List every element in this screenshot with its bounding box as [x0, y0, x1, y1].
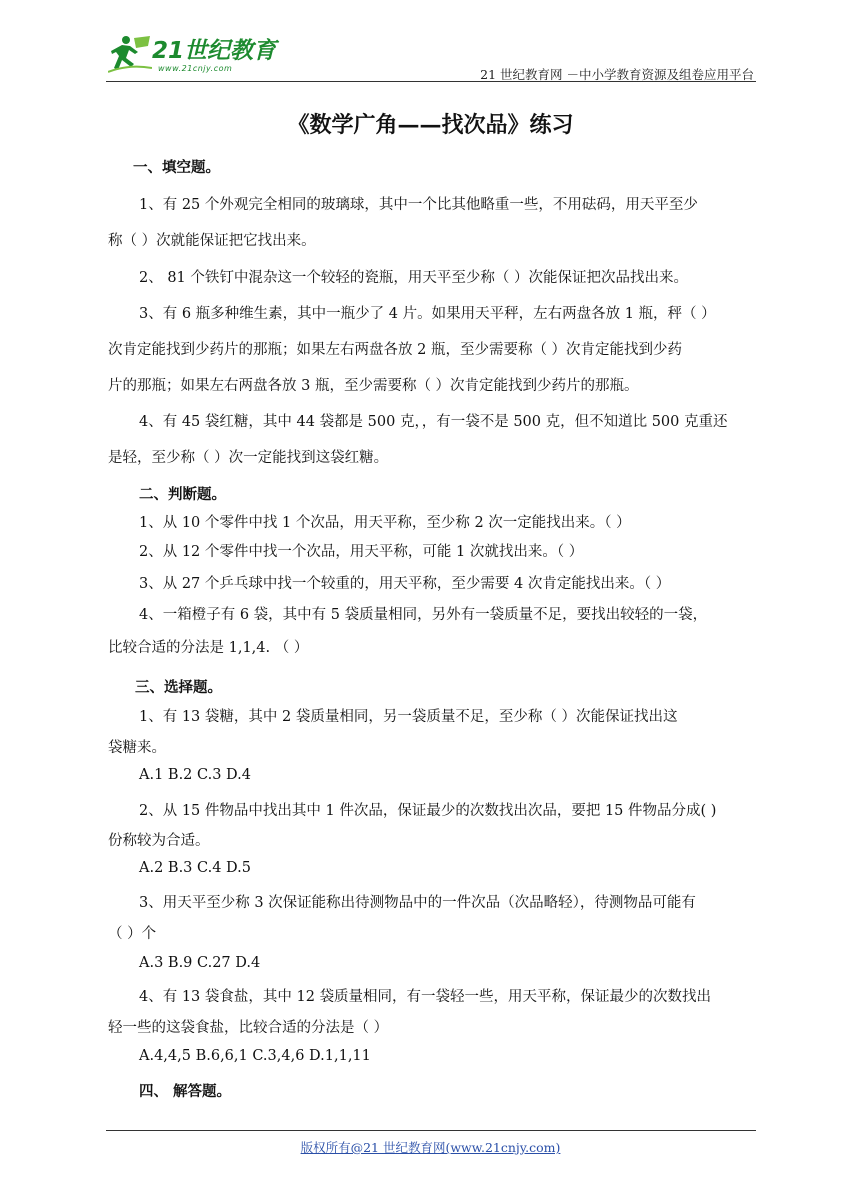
section-heading-multiple-choice: 三、选择题。	[135, 679, 222, 696]
question-line: 2、从 15 件物品中找出其中 1 件次品，保证最少的次数找出次品，要把 15 件物品分成( )	[139, 803, 717, 819]
header-divider	[106, 81, 756, 82]
question-line: 4、有 13 袋食盐，其中 12 袋质量相同，有一袋轻一些，用天平称，保证最少的次数找出	[139, 989, 712, 1005]
question-line: 称（ ）次就能保证把它找出来。	[108, 233, 316, 249]
question-line: 4、有 45 袋红糖，其中 44 袋都是 500 克，，有一袋不是 500 克，但不知道比 500 克重还	[139, 414, 728, 430]
question-line: 2、从 12 个零件中找一个次品，用天平称，可能 1 次就找出来。（ ）	[139, 544, 584, 560]
question-line: 轻一些的这袋食盐，比较合适的分法是（ ）	[108, 1020, 389, 1036]
logo-url: www.21cnjy.com	[158, 64, 233, 73]
question-line: 片的那瓶；如果左右两盘各放 3 瓶，至少需要称（ ）次肯定能找到少药片的那瓶。	[108, 378, 639, 394]
question-line: 份称较为合适。	[108, 833, 210, 849]
section-heading-fill-blank: 一、填空题。	[133, 159, 220, 176]
question-line: 1、有 13 袋糖，其中 2 袋质量相同，另一袋质量不足，至少称（ ）次能保证找出这	[139, 709, 678, 725]
header-tagline: 21 世纪教育网 －中小学教育资源及组卷应用平台	[480, 67, 754, 82]
logo	[106, 30, 296, 80]
footer-divider	[106, 1130, 756, 1131]
question-line: 比较合适的分法是 1,1,4. （ ）	[108, 640, 309, 656]
question-line: 袋糖来。	[108, 740, 166, 756]
page-header	[106, 30, 756, 82]
question-line: 4、一箱橙子有 6 袋，其中有 5 袋质量相同，另外有一袋质量不足，要找出较轻的一袋，	[139, 607, 708, 623]
question-line: 是轻，至少称（ ）次一定能找到这袋红糖。	[108, 450, 389, 466]
question-line: （ ）个	[108, 926, 157, 942]
question-line: 3、从 27 个乒乓球中找一个较重的，用天平称，至少需要 4 次肯定能找出来。（ ）	[139, 576, 671, 592]
logo-text: 21世纪教育	[152, 38, 277, 64]
section-heading-answer: 四、 解答题。	[139, 1083, 232, 1100]
runner-logo-icon	[108, 34, 152, 74]
choice-options: A.4,4,5 B.6,6,1 C.3,4,6 D.1,1,11	[139, 1048, 371, 1064]
choice-options: A.3 B.9 C.27 D.4	[139, 955, 261, 971]
choice-options: A.2 B.3 C.4 D.5	[139, 860, 251, 876]
section-heading-true-false: 二、判断题。	[139, 486, 226, 503]
footer-copyright-link[interactable]: 版权所有@21 世纪教育网(www.21cnjy.com)	[300, 1140, 561, 1155]
document-title: 《数学广角——找次品》练习	[287, 112, 574, 138]
question-line: 3、用天平至少称 3 次保证能称出待测物品中的一件次品（次品略轻），待测物品可能有	[139, 895, 696, 911]
question-line: 2、 81 个铁钉中混杂这一个较轻的瓷瓶，用天平至少称（ ）次能保证把次品找出来。	[139, 270, 689, 286]
choice-options: A.1 B.2 C.3 D.4	[139, 767, 251, 783]
question-line: 3、有 6 瓶多种维生素，其中一瓶少了 4 片。如果用天平秤，左右两盘各放 1 瓶，秤（ ）	[139, 306, 716, 322]
question-line: 次肯定能找到少药片的那瓶；如果左右两盘各放 2 瓶，至少需要称（ ）次肯定能找到少药	[108, 342, 683, 358]
question-line: 1、有 25 个外观完全相同的玻璃球，其中一个比其他略重一些，不用砝码，用天平至少	[139, 197, 698, 213]
question-line: 1、从 10 个零件中找 1 个次品，用天平称，至少称 2 次一定能找出来。（ ）	[139, 515, 631, 531]
